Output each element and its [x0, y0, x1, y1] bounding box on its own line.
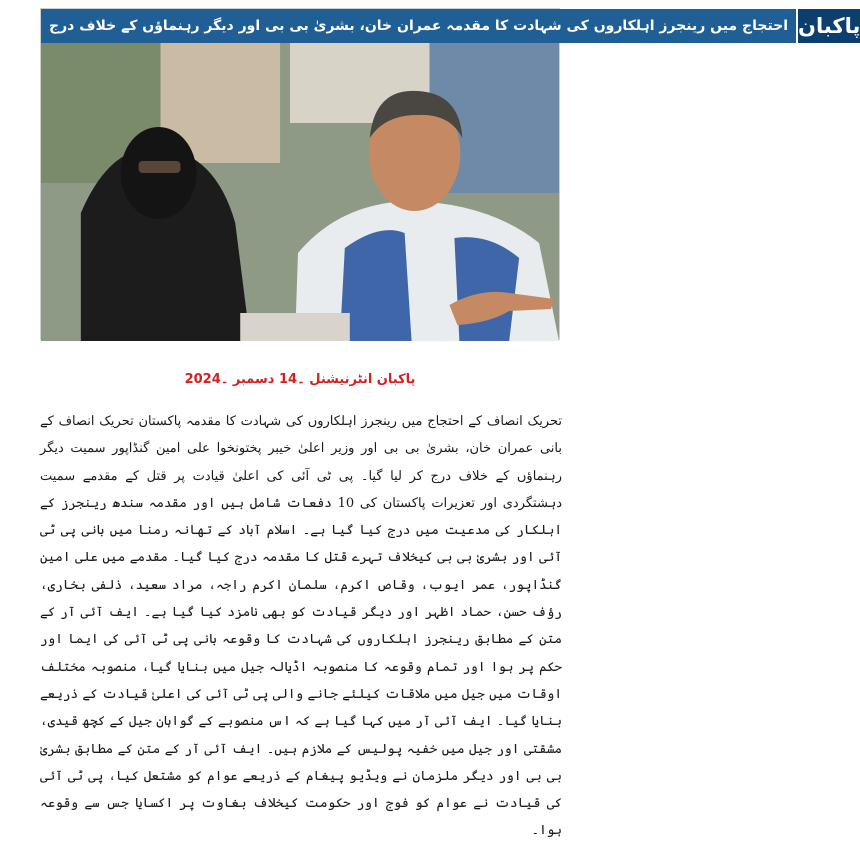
news-photo-illustration — [41, 43, 559, 341]
news-image — [40, 8, 860, 340]
article-body: تحریک انصاف کے احتجاج میں رینجرز اہلکاروں کی شہادت کا مقدمہ پاکستان تحریک انصاف کے بانی عمران خان، بشریٰ بی بی اور وزیر اعلیٰ خیبر پختونخوا علی امین گنڈاپور سمیت دیگر رہنماؤں کے خلاف درج کر لیا گیا۔ پی ٹی آئی کی اعلیٰ قیادت پر قتل کے مقدمے سمیت دہشتگردی اور تعزیرات پاکستان کی 10 دفعات شامل ہیں اور مقدمہ سندھ رینجرز کے اہلکار کی مدعیت میں درج کیا گیا ہے۔ اسلام آباد کے تھانہ رمنا میں بانی پی ٹی آئی اور بشریٰ بی بی کیخلاف تہرے قتل کا مقدمہ درج کیا گیا۔ مقدمے میں علی امین گنڈاپور، عمر ایوب، وقاص اکرم، سلمان اکرم راجہ، مراد سعید، ذلفی بخاری، رؤف حسن، حماد اظہر اور دیگر قیادت کو بھی نامزد کیا گیا ہے۔ ایف آئی آر کے متن کے مطابق رینجرز اہلکاروں کی شہادت کا وقوعہ بانی پی ٹی آئی کی ایما اور حکم پر ہوا اور تمام وقوعہ کا منصوبہ اڈیالہ جیل میں بنایا گیا، منصوبہ مختلف اوقات میں جیل میں ملاقات کیلئے جانے والی پی ٹی آئی کی اعلیٰ قیادت کے ذریعے بنایا گیا۔ ایف آئی آر میں کہا گیا ہے کہ اس منصوبے کے گواہان جیل کے کچھ قیدی، مشقتی اور جیل میں خفیہ پولیس کے ملازم ہیں۔ ایف آئی آر کے متن کے مطابق بشریٰ بی بی اور دیگر ملزمان نے ویڈیو پیغام کے ذریعے عوام کو مشتعل کیا، پی ٹی آئی کی قیادت نے عوام کو فوج اور حکومت کیخلاف بغاوت پر اکسایا جس سے وقوعہ ہوا۔ — [40, 414, 562, 839]
news-header — [41, 9, 860, 43]
brand-logo: پاکبان — [796, 9, 860, 43]
dateline: پاکبان انٹرنیشنل ۔14 دسمبر ۔2024 — [184, 372, 416, 387]
news-photo — [41, 43, 559, 341]
headline-banner: احتجاج میں رینجرز اہلکاروں کی شہادت کا مقدمہ عمران خان، بشریٰ بی بی اور دیگر رہنماؤں کے خلاف درج — [41, 9, 796, 43]
